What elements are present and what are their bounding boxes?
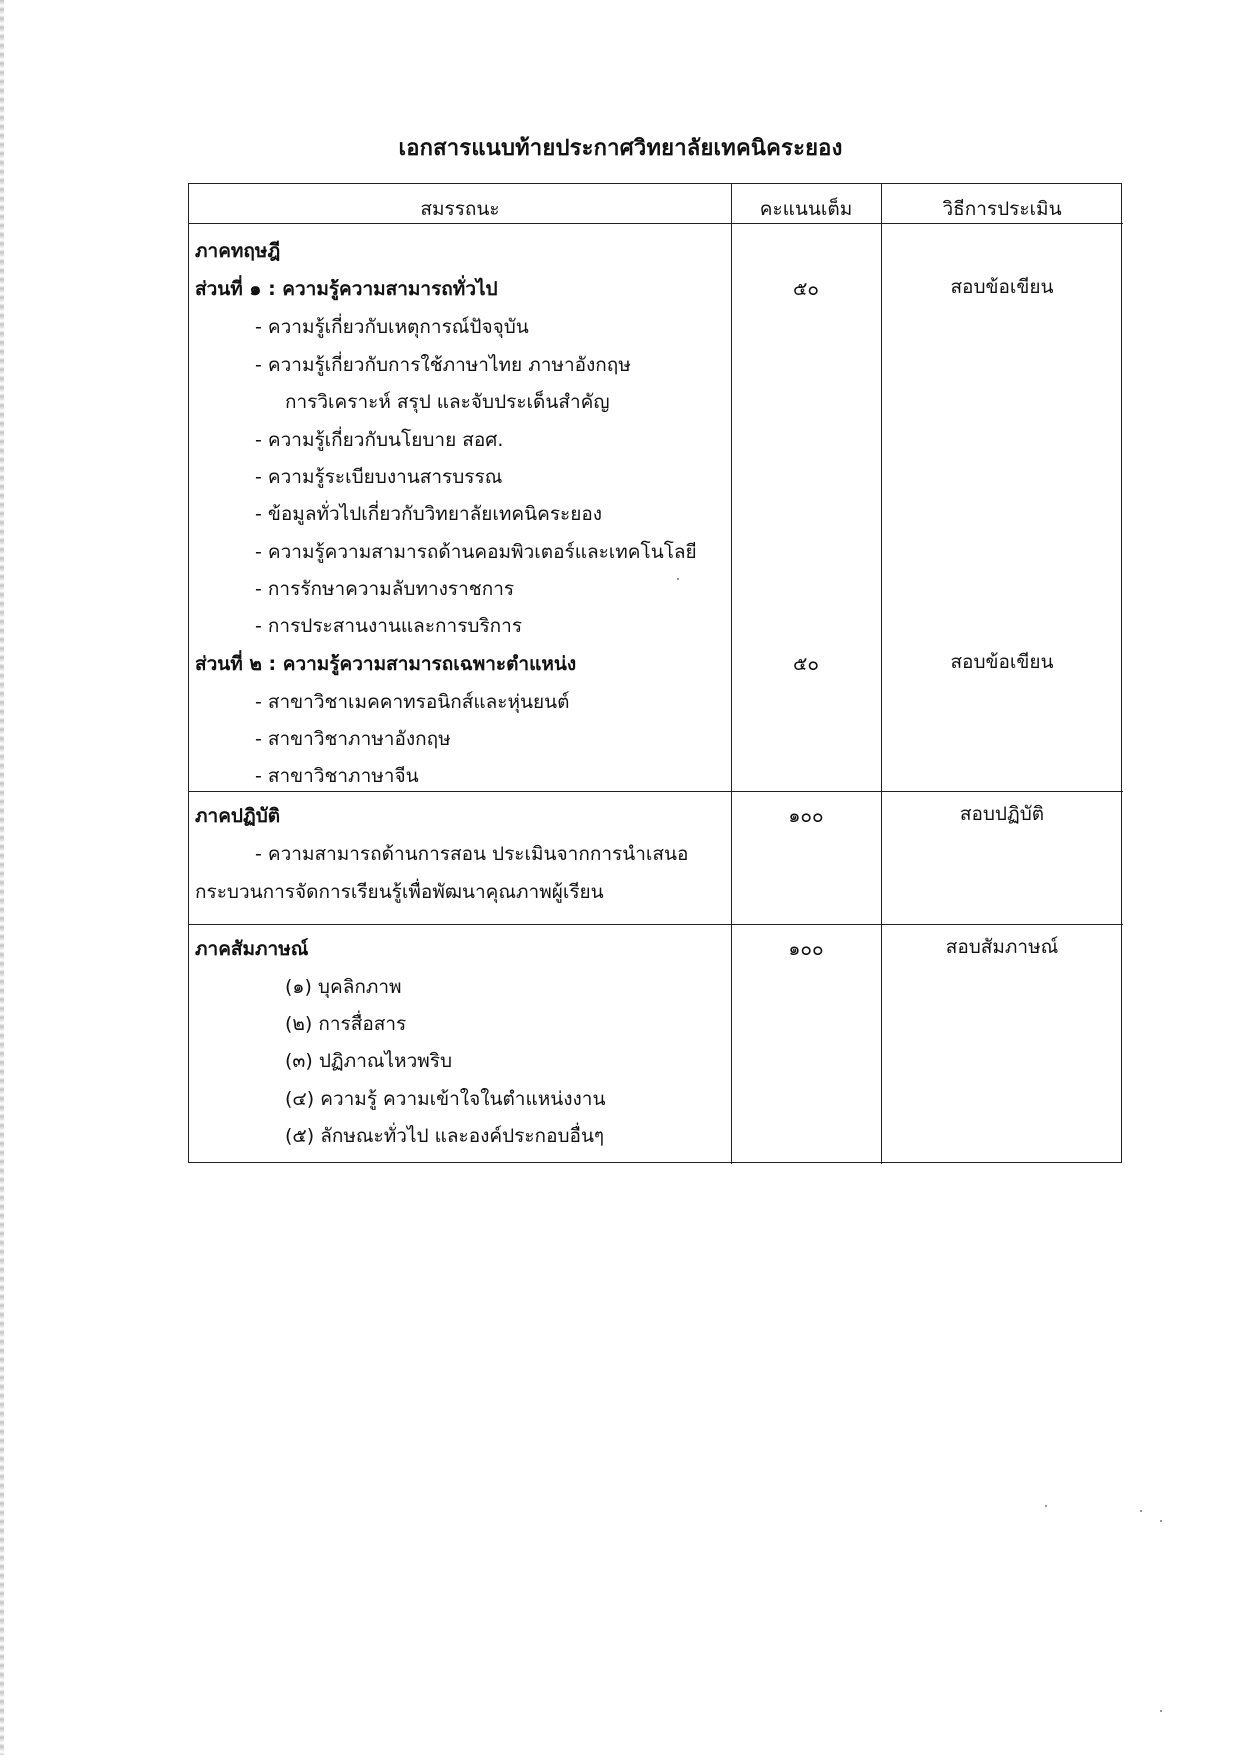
scan-speck [1160, 1520, 1162, 1522]
practice-heading: ภาคปฏิบัติ [195, 805, 281, 827]
list-item: - ความรู้ระเบียบงานสารบรรณ [255, 466, 503, 488]
list-item: - ความรู้เกี่ยวกับเหตุการณ์ปัจจุบัน [255, 316, 529, 338]
list-item: (๓) ปฏิภาณไหวพริบ [285, 1050, 453, 1072]
row-divider [189, 924, 1123, 925]
scan-speck [677, 578, 679, 580]
scan-edge [0, 0, 4, 1755]
practice-line-1: - ความสามารถด้านการสอน ประเมินจากการนำเสนอ [255, 843, 689, 865]
scan-speck [1045, 1505, 1047, 1507]
part1-title: ส่วนที่ ๑ : ความรู้ความสามารถทั่วไป [195, 278, 498, 300]
list-item: - การรักษาความลับทางราชการ [255, 578, 515, 600]
part2-title: ส่วนที่ ๒ : ความรู้ความสามารถเฉพาะตำแหน่ง [195, 653, 577, 675]
interview-heading: ภาคสัมภาษณ์ [195, 938, 309, 960]
list-item: (๒) การสื่อสาร [285, 1013, 407, 1035]
list-item: (๑) บุคลิกภาพ [285, 976, 402, 998]
interview-method: สอบสัมภาษณ์ [945, 936, 1059, 958]
row-divider [189, 791, 1123, 792]
practice-method: สอบปฏิบัติ [959, 803, 1045, 825]
list-item: - สาขาวิชาภาษาอังกฤษ [255, 728, 451, 750]
list-item: - ข้อมูลทั่วไปเกี่ยวกับวิทยาลัยเทคนิคระยอง [255, 503, 603, 525]
header-method: วิธีการประเมิน [942, 198, 1062, 220]
list-item: - ความรู้เกี่ยวกับการใช้ภาษาไทย ภาษาอังกฤษ [255, 354, 631, 376]
practice-line-2: กระบวนการจัดการเรียนรู้เพื่อพัฒนาคุณภาพผู้เรียน [195, 881, 604, 903]
part2-method: สอบข้อเขียน [950, 651, 1054, 673]
list-item: (๔) ความรู้ ความเข้าใจในตำแหน่งงาน [285, 1088, 606, 1110]
part1-score: ๕๐ [793, 278, 819, 300]
header-competency: สมรรถนะ [420, 198, 500, 220]
list-item: - ความรู้เกี่ยวกับนโยบาย สอศ. [255, 429, 504, 451]
part2-score: ๕๐ [793, 653, 819, 675]
list-item: (๕) ลักษณะทั่วไป และองค์ประกอบอื่นๆ [285, 1125, 605, 1147]
list-item: - สาขาวิชาภาษาจีน [255, 765, 419, 787]
interview-score: ๑๐๐ [788, 938, 824, 960]
practice-score: ๑๐๐ [788, 805, 824, 827]
list-item: - ความรู้ความสามารถด้านคอมพิวเตอร์และเทคโนโลยี [255, 541, 697, 563]
theory-heading: ภาคทฤษฎี [195, 240, 281, 262]
list-item: - การประสานงานและการบริการ [255, 615, 523, 637]
document-title: เอกสารแนบท้ายประกาศวิทยาลัยเทคนิคระยอง [398, 136, 843, 161]
list-item: การวิเคราะห์ สรุป และจับประเด็นสำคัญ [285, 391, 610, 413]
competency-table [188, 183, 1122, 1163]
scan-speck [1160, 1710, 1162, 1712]
header-full-score: คะแนนเต็ม [759, 198, 853, 220]
list-item: - สาขาวิชาเมคคาทรอนิกส์และหุ่นยนต์ [255, 691, 570, 713]
scan-speck [1140, 1510, 1142, 1512]
part1-method: สอบข้อเขียน [950, 276, 1054, 298]
